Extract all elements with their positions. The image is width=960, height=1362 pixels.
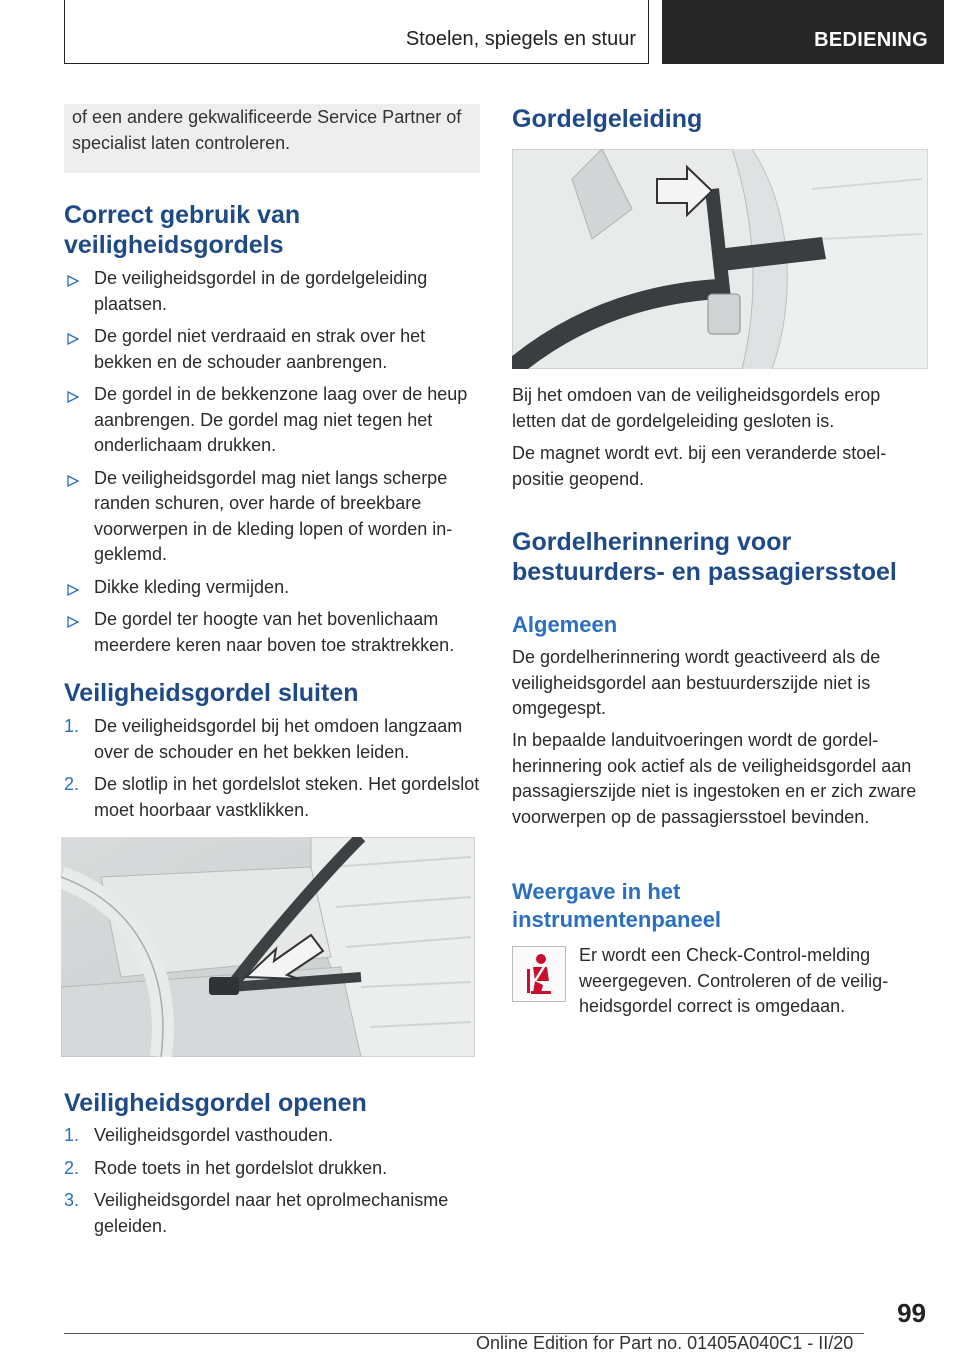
bullet-triangle-icon xyxy=(67,275,79,287)
list-item: De veiligheidsgordel mag niet langs scherpe randen schuren, over harde of breekbare voorwerpen in de kleding lopen of worden ingeklemd. xyxy=(64,466,480,568)
step-number: 1. xyxy=(64,1125,80,1145)
step-number: 3. xyxy=(64,1190,80,1210)
close-steps-list xyxy=(64,714,480,830)
page-number: 99 xyxy=(897,1298,926,1328)
list-item: 1. Veiligheidsgordel vasthouden. xyxy=(64,1123,480,1149)
heading-general: Algemeen xyxy=(512,612,618,637)
heading-belt-reminder: Gordelherinnering voor bestuurders- en passagiersstoel xyxy=(512,528,897,586)
list-item: 2. Rode toets in het gordelslot drukken. xyxy=(64,1156,480,1182)
footer-edition: Online Edition for Part no. 01405A040C1 - II/20 xyxy=(476,1333,854,1353)
step-number: 2. xyxy=(64,1157,80,1178)
step-number: 2. xyxy=(64,774,80,794)
list-item: 2. De slotlip in het gordelslot steken. Het gordelslot moet hoorbaar vastklikken. xyxy=(64,774,480,820)
belt-guide-illustration xyxy=(512,149,928,369)
chapter-tab xyxy=(662,0,944,64)
list-item: De gordel niet verdraaid en strak over het bekken en de schouder aanbrengen. xyxy=(64,324,480,375)
header-section-box xyxy=(64,0,649,64)
list-item: De gordel in de bekkenzone laag over de heup aanbrengen. De gordel mag niet tegen het onderlichaam drukken. xyxy=(64,382,480,459)
bullet-triangle-icon xyxy=(67,391,79,403)
list-item: 1. De veiligheidsgordel bij het omdoen langzaam over de schouder en het bekken leiden. xyxy=(64,716,463,762)
list-item: 3. Veiligheidsgordel naar het oprolmechanisme geleiden. xyxy=(64,1190,449,1236)
bullet-triangle-icon xyxy=(67,333,79,345)
heading-instrument-display: Weergave in het instrumentenpaneel xyxy=(512,879,722,932)
buckle-illustration xyxy=(61,837,475,1057)
general-paragraph-2: In bepaalde landuitvoeringen wordt de gordelherinnering ook actief als de veiligheidsgordel aan passagierszijde niet is ingestoken en er zich zware voorwerpen op de passagiersstoel bevinden. xyxy=(512,730,917,827)
general-paragraph-1: De gordelherinnering wordt geactiveerd als de veiligheidsgordel aan bestuurderszijde niet is omgegespt. xyxy=(512,647,881,718)
bullet-triangle-icon xyxy=(67,475,79,487)
seatbelt-warning-icon xyxy=(512,946,566,1002)
bullet-triangle-icon xyxy=(67,616,79,628)
open-steps-list xyxy=(64,1123,480,1246)
chapter-tab-label: BEDIENING xyxy=(814,29,928,51)
continued-note-text: of een andere gekwalificeerde Service Partner of specialist laten controleren. xyxy=(72,107,462,153)
list-item: De gordel ter hoogte van het bovenlichaam meerdere keren naar boven toe straktrekken. xyxy=(64,607,480,658)
bullet-triangle-icon xyxy=(67,584,79,596)
heading-belt-guide: Gordelgeleiding xyxy=(512,105,703,133)
belt-guide-paragraph-1: Bij het omdoen van de veiligheidsgordels erop letten dat de gordelgeleiding gesloten is. xyxy=(512,385,881,431)
heading-correct-use: Correct gebruik van veiligheidsgordels xyxy=(64,201,301,259)
step-number: 1. xyxy=(64,716,80,736)
continued-note-box xyxy=(64,104,480,173)
heading-open-belt: Veiligheidsgordel openen xyxy=(64,1089,367,1117)
section-title: Stoelen, spiegels en stuur xyxy=(405,28,636,50)
correct-use-list xyxy=(64,266,480,665)
heading-close-belt: Veiligheidsgordel sluiten xyxy=(64,679,359,707)
list-item: De veiligheidsgordel in de gordelgeleiding plaatsen. xyxy=(64,266,480,317)
belt-guide-paragraph-2: De magnet wordt evt. bij een veranderde stoelpositie geopend. xyxy=(512,443,887,489)
list-item: Dikke kleding vermijden. xyxy=(64,575,480,601)
instrument-display-text: Er wordt een Check-Control-melding weergegeven. Controleren of de veiligheidsgordel correct is omgedaan. xyxy=(579,945,889,1016)
